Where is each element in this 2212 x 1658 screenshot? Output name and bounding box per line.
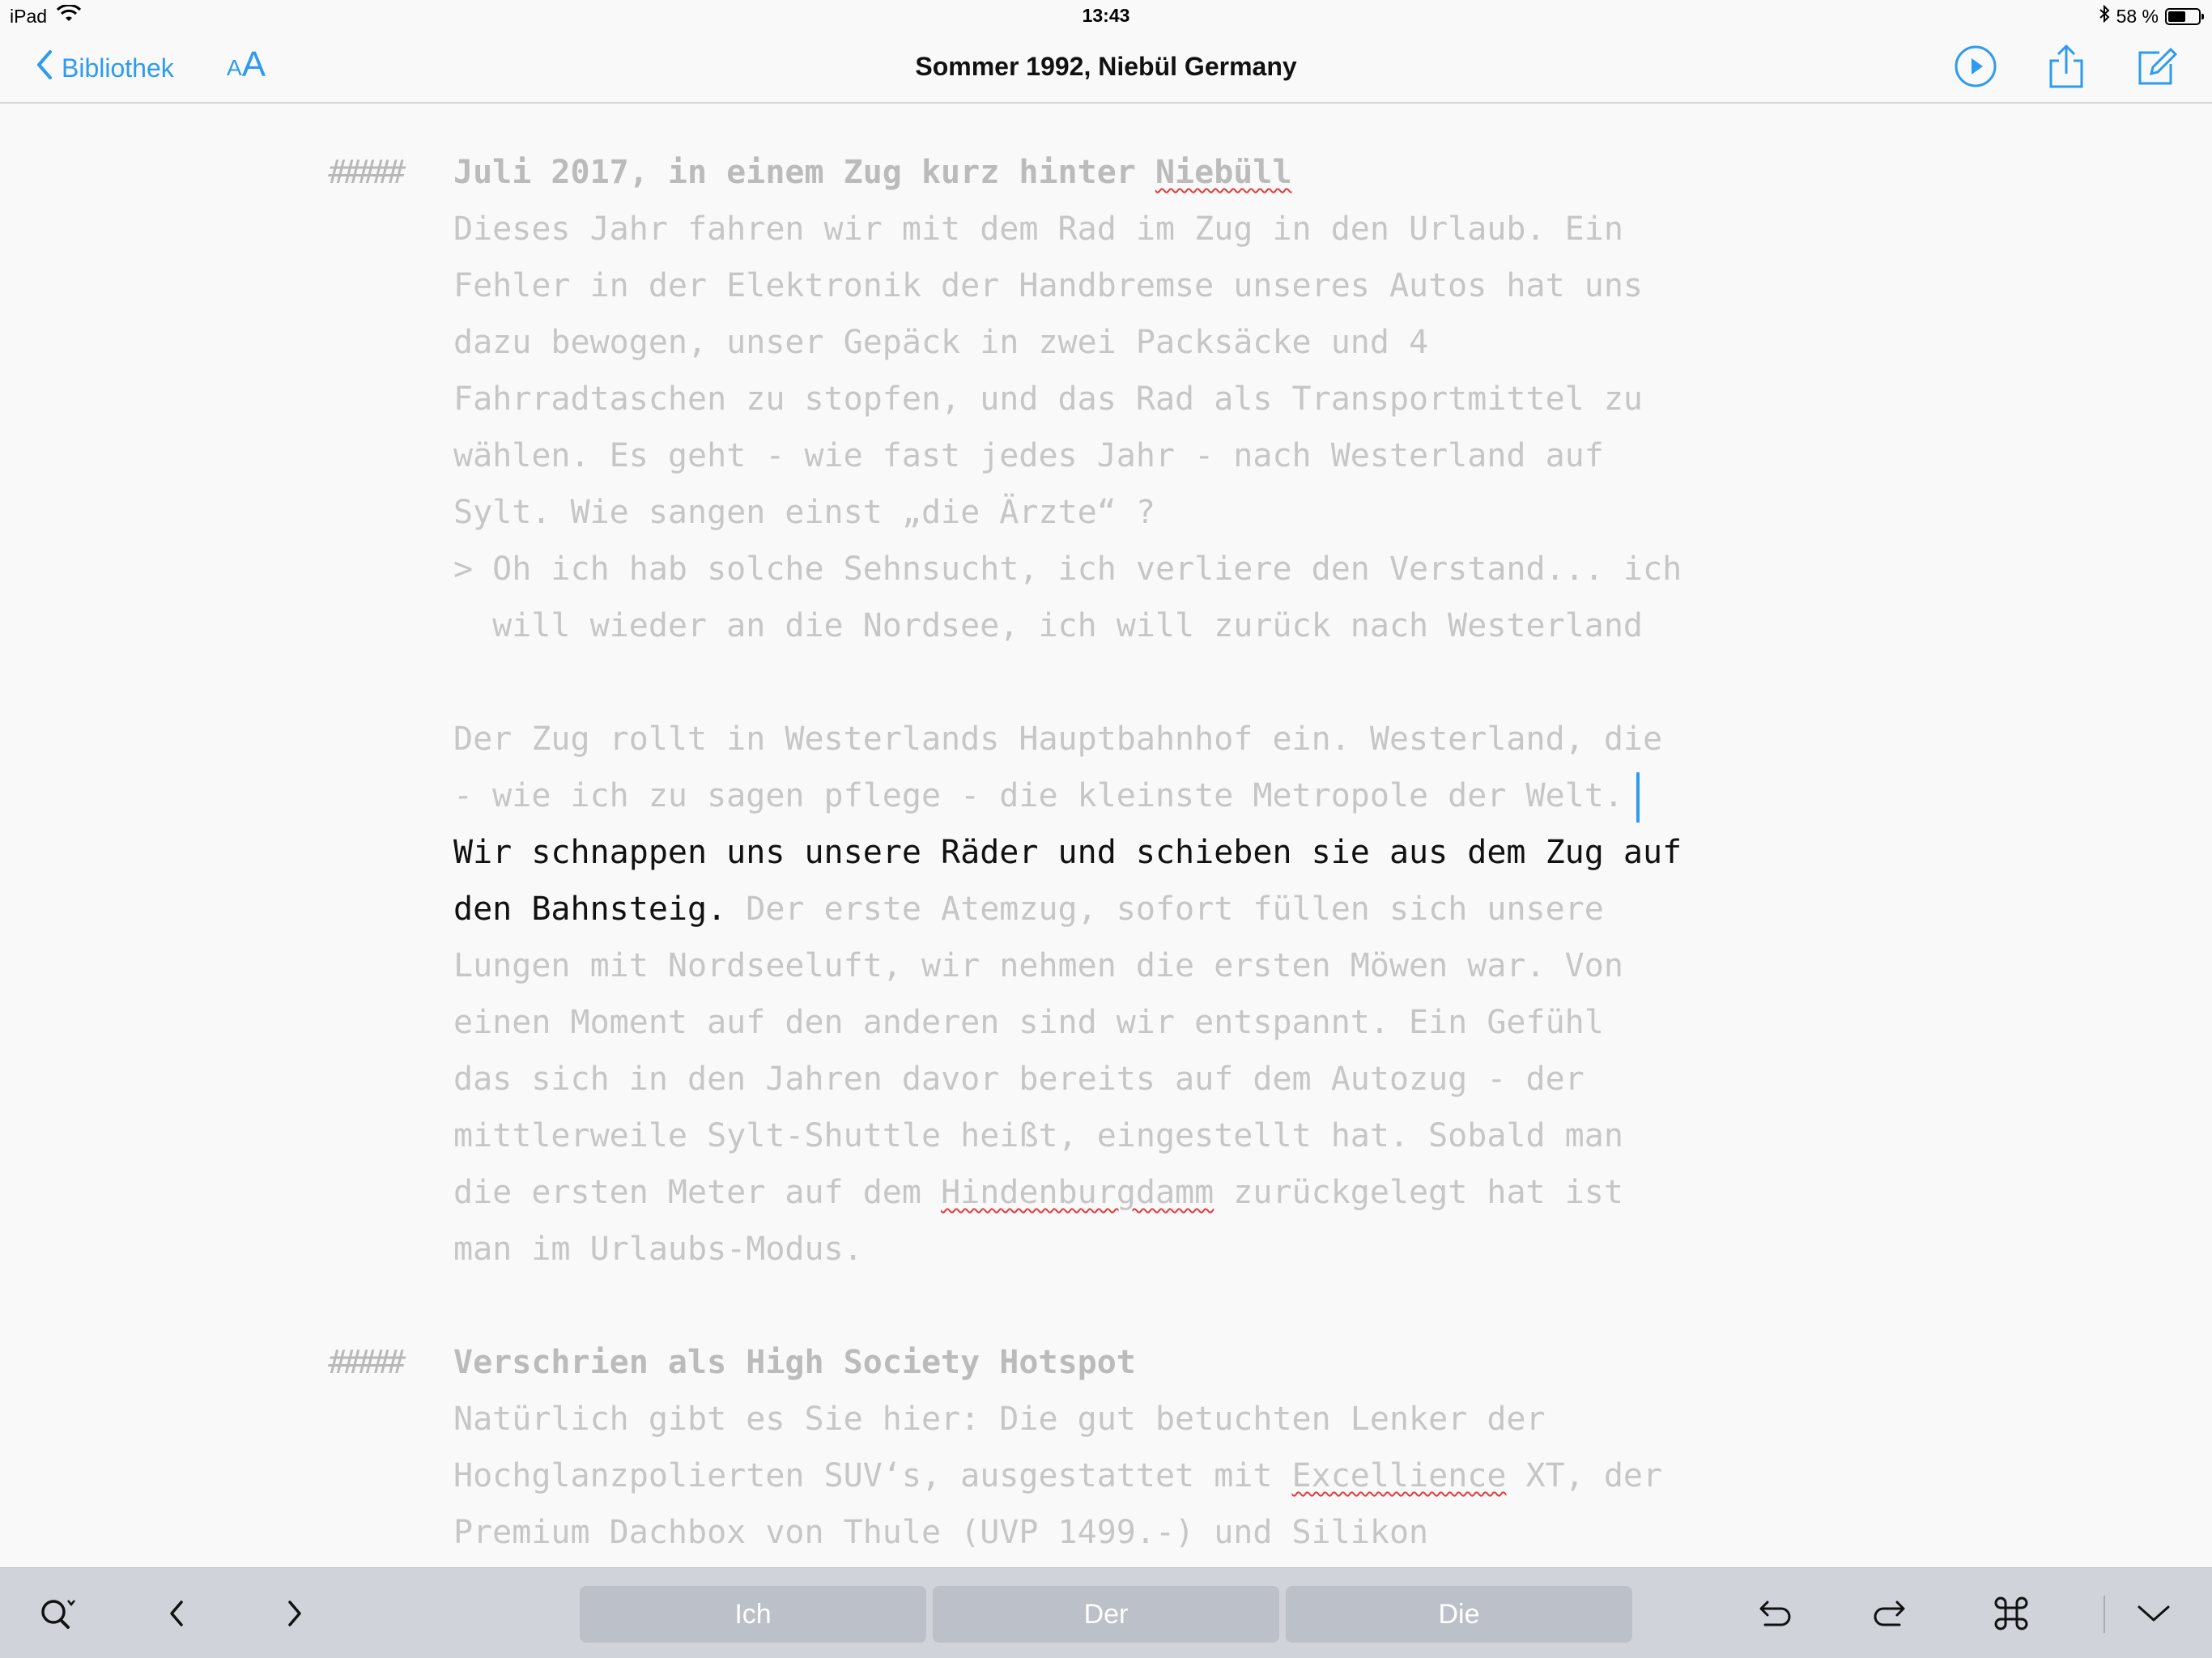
section-heading: Verschrien als High Society Hotspot <box>453 1344 1136 1381</box>
text-line-content: - wie ich zu sagen pflege - die kleinste Metropole der Welt. <box>453 777 1623 814</box>
text-line: Natürlich gibt es Sie hier: Die gut betuchten Lenker der <box>453 1401 1546 1438</box>
text-line <box>453 1448 1662 1504</box>
battery-level <box>2168 11 2185 22</box>
dismiss-keyboard-button[interactable] <box>2131 1592 2176 1638</box>
text-line: Der Zug rollt in Westerlands Hauptbahnhof ein. Westerland, die <box>453 721 1663 758</box>
undo-button[interactable] <box>1750 1592 1796 1638</box>
chevron-right-icon <box>285 1597 304 1634</box>
misspelled-word[interactable]: Niebüll <box>1155 154 1292 191</box>
status-time: 13:43 <box>1082 5 1130 26</box>
command-button[interactable] <box>1989 1592 2034 1638</box>
quote-line: > Oh ich hab solche Sehnsucht, ich verliere den Verstand... ich <box>453 551 1682 588</box>
redo-button[interactable] <box>1869 1592 1914 1638</box>
battery-percent: 58 % <box>2116 5 2159 27</box>
font-size-big-glyph: A <box>241 45 266 84</box>
undo-icon <box>1754 1594 1793 1637</box>
compose-icon <box>2135 45 2179 92</box>
text-line: Lungen mit Nordseeluft, wir nehmen die ersten Möwen war. Von <box>453 947 1623 984</box>
navigation-bar <box>0 32 2212 104</box>
text-cursor <box>1636 772 1640 823</box>
text-line-content: die ersten Meter auf dem <box>453 1174 942 1211</box>
redo-icon <box>1872 1594 1911 1637</box>
suggestion-button[interactable]: Der <box>933 1586 1279 1643</box>
font-size-button[interactable] <box>227 45 266 84</box>
section-heading <box>453 144 1292 201</box>
font-size-small-glyph: A <box>227 55 242 80</box>
chevron-left-icon <box>36 49 53 87</box>
active-sentence-end: den Bahnsteig. <box>453 891 727 928</box>
text-line <box>453 767 1640 824</box>
preview-button[interactable] <box>1951 44 2000 92</box>
next-button[interactable] <box>272 1592 317 1638</box>
search-button[interactable] <box>34 1592 79 1638</box>
bluetooth-icon <box>2099 5 2110 28</box>
misspelled-word[interactable]: Excellience <box>1291 1457 1507 1494</box>
text-line: einen Moment auf den anderen sind wir entspannt. Ein Gefühl <box>453 1004 1604 1041</box>
text-line-content: zurückgelegt hat ist <box>1214 1174 1623 1211</box>
previous-button[interactable] <box>154 1592 199 1638</box>
share-button[interactable] <box>2042 44 2091 92</box>
toolbar-divider <box>2104 1596 2105 1633</box>
text-line: wählen. Es geht - wie fast jedes Jahr - nach Westerland auf <box>453 437 1604 474</box>
suggestion-button[interactable]: Ich <box>580 1586 926 1643</box>
back-button-label: Bibliothek <box>62 53 174 83</box>
text-line-content: XT, der <box>1506 1457 1663 1494</box>
text-line: man im Urlaubs-Modus. <box>453 1231 863 1268</box>
chevron-down-icon <box>2136 1602 2172 1629</box>
suggestion-button[interactable]: Die <box>1286 1586 1632 1643</box>
text-editor[interactable] <box>0 105 2212 1567</box>
text-line-content: Der erste Atemzug, sofort füllen sich unsere <box>726 891 1604 928</box>
text-line: Premium Dachbox von Thule (UVP 1499.-) und Silikon <box>453 1514 1429 1551</box>
text-line-content: Hochglanzpolierten SUV‘s, ausgestattet mit <box>453 1457 1292 1494</box>
share-icon <box>2048 43 2085 94</box>
text-line: dazu bewogen, unser Gepäck in zwei Packsäcke und 4 <box>453 324 1429 361</box>
text-line: Fahrradtaschen zu stopfen, und das Rad als Transportmittel zu <box>453 380 1644 418</box>
status-bar <box>0 0 2212 32</box>
chevron-left-icon <box>167 1597 186 1634</box>
text-line: Fehler in der Elektronik der Handbremse unseres Autos hat uns <box>453 267 1644 304</box>
document-title: Sommer 1992, Niebül Germany <box>915 52 1297 81</box>
battery-icon <box>2165 8 2201 25</box>
heading-text: Juli 2017, in einem Zug kurz hinter <box>453 154 1155 191</box>
active-sentence-line: Wir schnappen uns unsere Räder und schieben sie aus dem Zug auf <box>453 834 1682 871</box>
text-line: mittlerweile Sylt-Shuttle heißt, eingestellt hat. Sobald man <box>453 1117 1623 1154</box>
quote-line: will wieder an die Nordsee, ich will zurück nach Westerland <box>453 607 1644 644</box>
misspelled-word[interactable]: Hindenburgdamm <box>941 1174 1214 1211</box>
compose-button[interactable] <box>2133 44 2181 92</box>
command-icon <box>1993 1595 2030 1636</box>
text-line <box>453 881 1604 937</box>
play-circle-icon <box>1953 44 1998 93</box>
status-right <box>2099 5 2201 28</box>
keyboard-accessory-bar <box>0 1567 2212 1658</box>
text-line: Sylt. Wie sangen einst „die Ärzte“ ? <box>453 494 1155 531</box>
text-line: Dieses Jahr fahren wir mit dem Rad im Zug in den Urlaub. Ein <box>453 210 1623 248</box>
text-line <box>453 1164 1623 1221</box>
text-line: das sich in den Jahren davor bereits auf dem Autozug - der <box>453 1061 1585 1098</box>
search-icon <box>37 1594 76 1637</box>
device-label: iPad <box>10 5 48 27</box>
heading-marker: ##### <box>328 1344 402 1381</box>
back-button[interactable] <box>36 49 174 87</box>
heading-marker: ##### <box>328 154 402 191</box>
